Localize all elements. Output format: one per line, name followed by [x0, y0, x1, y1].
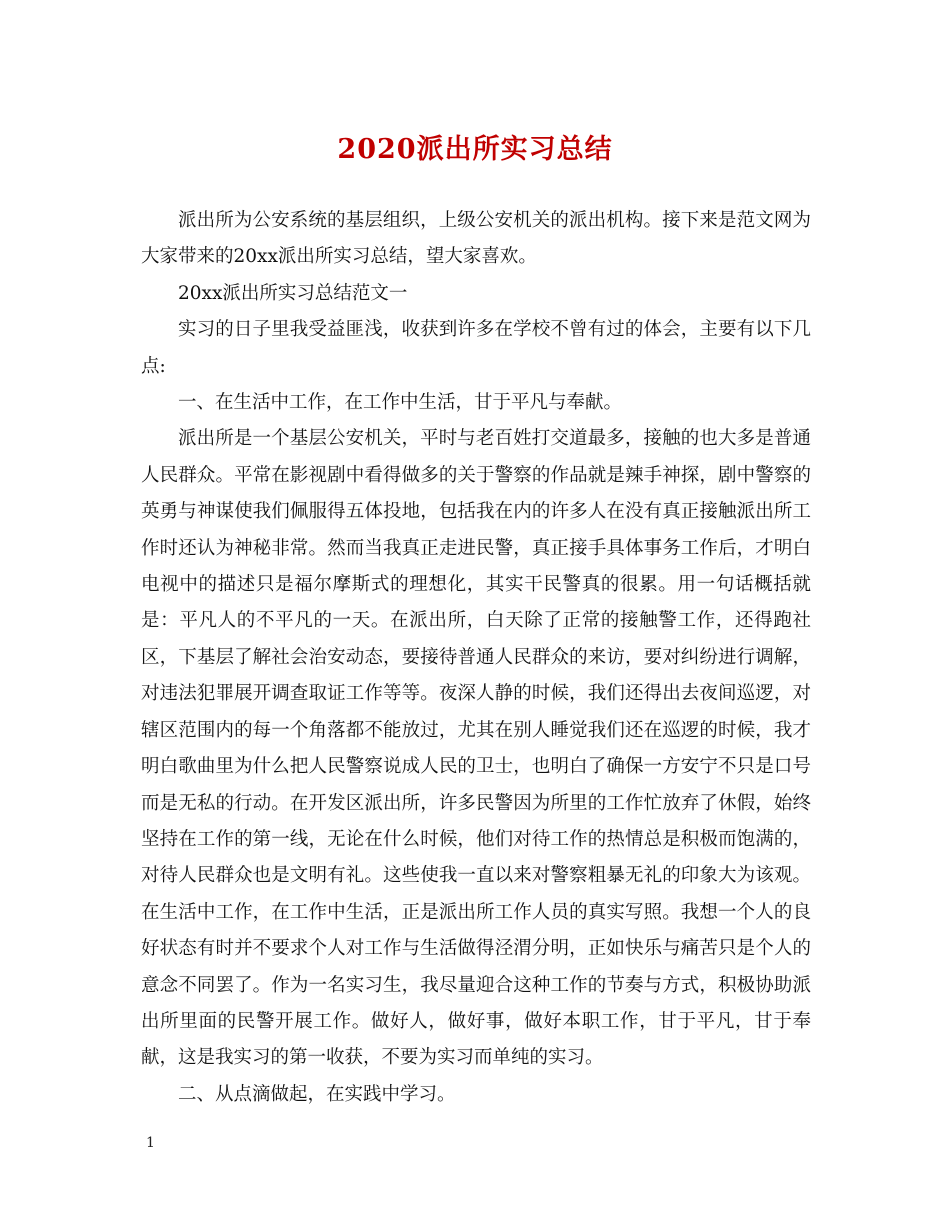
section-heading-2: 二、从点滴做起，在实践中学习。 [178, 1083, 456, 1105]
paragraph-main: 派出所是一个基层公安机关，平时与老百姓打交道最多，接触的也大多是普通人民群众。平常在影视剧中看得做多的关于警察的作品就是辣手神探，剧中警察的英勇与神谋使我们佩服得五体投地，包括我在内的许多人在没有真正接触派出所工作时还认为神秘非常。然而当我真正走进民警，真正接手具体事务工作后，才明白电视中的描述只是福尔摩斯式的理想化，其实干民警真的很累。用一句话概括就是：平凡人的不平凡的一天。在派出所，白天除了正常的接触警工作，还得跑社区，下基层了解社会治安动态，要接待普通人民群众的来访，要对纠纷进行调解，对违法犯罪展开调查取证工作等等。夜深人静的时候，我们还得出去夜间巡逻，对辖区范围内的每一个角落都不能放过，尤其在别人睡觉我们还在巡逻的时候，我才明白歌曲里为什么把人民警察说成人民的卫士，也明白了确保一方安宁不只是口号而是无私的行动。在开发区派出所，许多民警因为所里的工作忙放弃了休假，始终坚持在工作的第一线，无论在什么时候，他们对待工作的热情总是积极而饱满的，对待人民群众也是文明有礼。这些使我一直以来对警察粗暴无礼的印象大为该观。在生活中工作，在工作中生活，正是派出所工作人员的真实写照。我想一个人的良好状态有时并不要求个人对工作与生活做得泾渭分明，正如快乐与痛苦只是个人的意念不同罢了。作为一名实习生，我尽量迎合这种工作的节奏与方式，积极协助派出所里面的民警开展工作。做好人，做好事，做好本职工作，甘于平凡，甘于奉献，这是我实习的第一收获，不要为实习而单纯的实习。 [141, 428, 811, 1069]
paragraph-opening: 实习的日子里我受益匪浅，收获到许多在学校不曾有过的体会，主要有以下几点: [141, 319, 811, 377]
page-number: 1 [146, 1135, 155, 1151]
paragraph-intro: 派出所为公安系统的基层组织，上级公安机关的派出机构。接下来是范文网为大家带来的20xx派出所实习总结，望大家喜欢。 [141, 210, 811, 268]
document-title: 2020派出所实习总结 [337, 134, 613, 165]
section-heading-1: 一、在生活中工作，在工作中生活，甘于平凡与奉献。 [178, 392, 623, 414]
document-body [141, 203, 811, 1113]
paragraph-subtitle: 20xx派出所实习总结范文一 [178, 282, 408, 304]
